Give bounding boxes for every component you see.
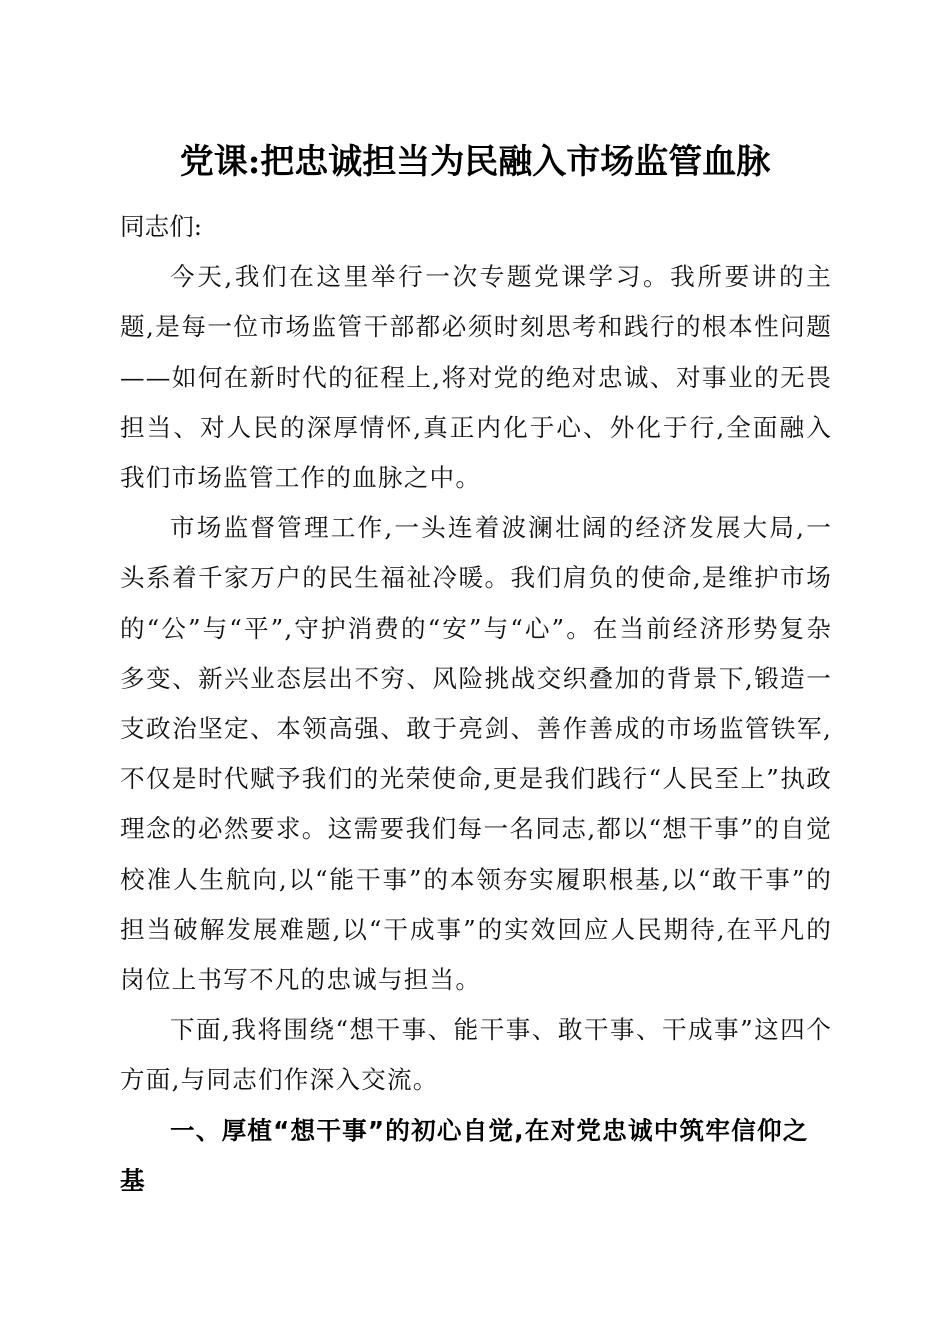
paragraph-outline: 下面,我将围绕“想干事、能干事、敢干事、干成事”这四个方面,与同志们作深入交流。 xyxy=(120,1015,832,1095)
salutation: 同志们: xyxy=(120,212,203,241)
document-body xyxy=(120,200,832,1206)
paragraph-intro: 今天,我们在这里举行一次专题党课学习。我所要讲的主题,是每一位市场监管干部都必须时刻思考和践行的根本性问题——如何在新时代的征程上,将对党的绝对忠诚、对事业的无畏担当、对人民的深厚情怀,真正内化于心、外化于行,全面融入我们市场监管工作的血脉之中。 xyxy=(120,262,832,493)
document-title: 党课:把忠诚担当为民融入市场监管血脉 xyxy=(179,142,771,182)
paragraph-context: 市场监督管理工作,一头连着波澜壮阔的经济发展大局,一头系着千家万户的民生福祉冷暖。我们肩负的使命,是维护市场的“公”与“平”,守护消费的“安”与“心”。在当前经济形势复杂多变、新兴业态层出不穷、风险挑战交织叠加的背景下,锻造一支政治坚定、本领高强、敢于亮剑、善作善成的市场监管铁军,不仅是时代赋予我们的光荣使命,更是我们践行“人民至上”执政理念的必然要求。这需要我们每一名同志,都以“想干事”的自觉校准人生航向,以“能干事”的本领夯实履职根基,以“敢干事”的担当破解发展难题,以“干成事”的实效回应人民期待,在平凡的岗位上书写不凡的忠诚与担当。 xyxy=(120,513,832,995)
section-heading-1: 一、厚植“想干事”的初心自觉,在对党忠诚中筑牢信仰之基 xyxy=(120,1115,809,1195)
